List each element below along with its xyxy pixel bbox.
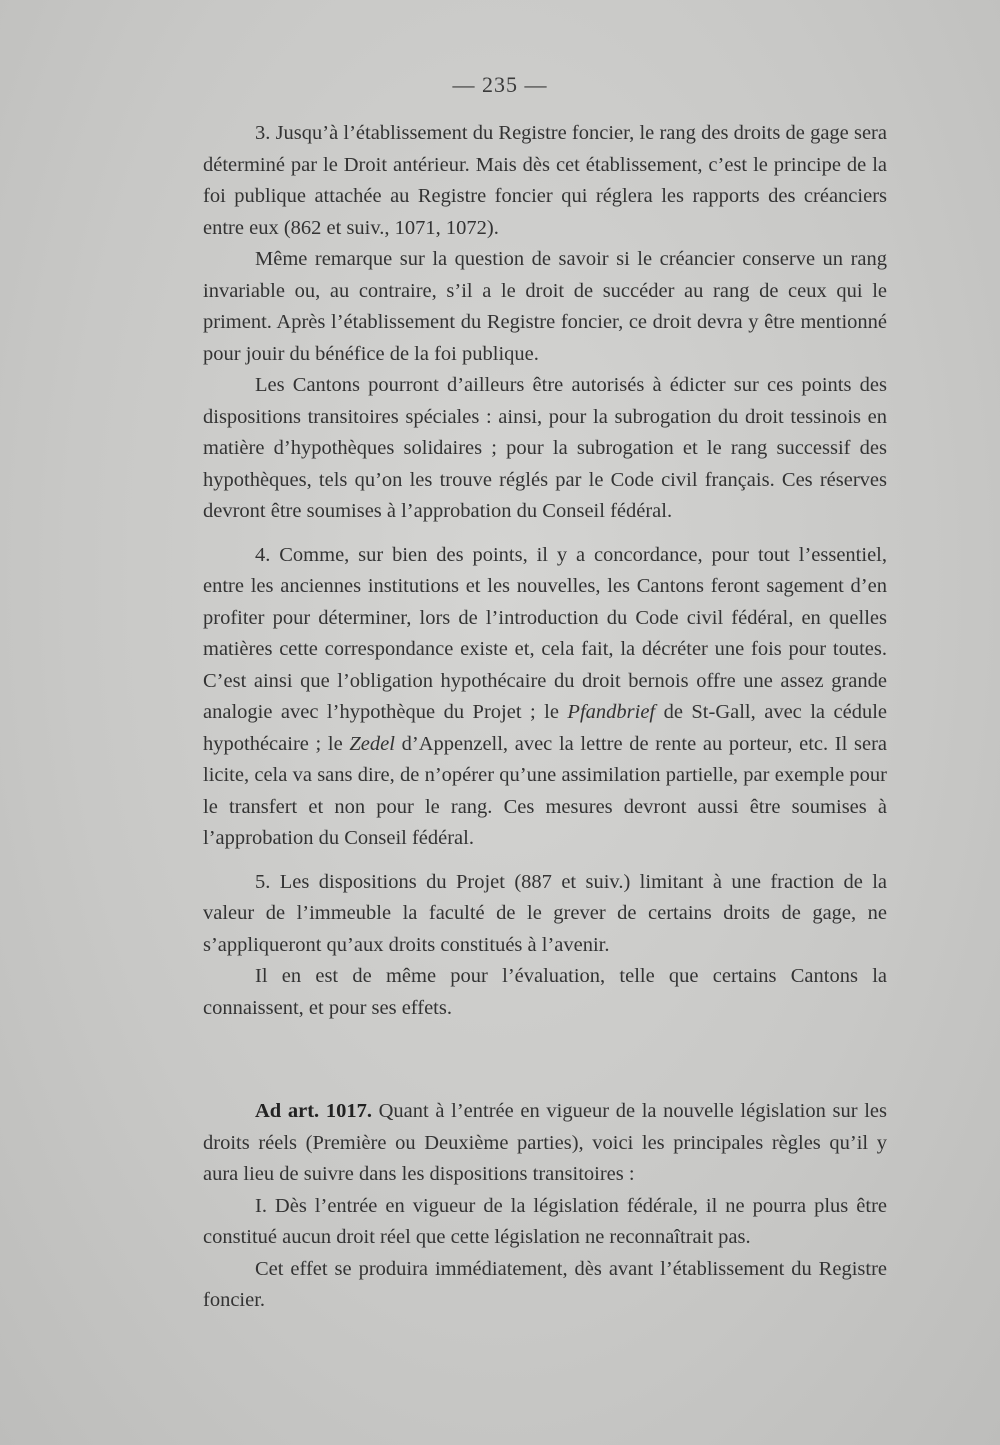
paragraph-4 — [203, 540, 887, 855]
paragraph-3: 3. Jusqu’à l’établissement du Registre foncier, le rang des droits de gage sera déterminé par le Droit antérieur. Mais dès cet établissement, c’est le principe de la foi publique attachée au Registre foncier qui réglera les rapports des créanciers entre eux (862 et suiv., 1071, 1072). — [203, 122, 887, 239]
paragraph-gap — [203, 528, 887, 540]
paragraph-3-cantons: Les Cantons pourront d’ailleurs être autorisés à édicter sur ces points des dispositions transitoires spéciales : ainsi, pour la subrogation du droit tessinois en matière d’hypothèques solidaires ; pour la subrogation et le rang successif des hypothèques, tels qu’on les trouve réglés par le Code civil français. Ces réserves devront être soumises à l’approbation du Conseil fédéral. — [203, 374, 887, 522]
paragraph-5-evaluation: Il en est de même pour l’évaluation, telle que certains Cantons la connaissent, et pour ses effets. — [203, 965, 887, 1019]
paragraph-gap — [203, 855, 887, 867]
article-intro: Quant à l’entrée en vigueur de la nouvelle législation sur les droits réels (Première ou Deuxième parties), voici les principales règles qu’il y aura lieu de suivre dans les dispositions transitoires : — [203, 1100, 887, 1185]
paragraph-I-effect: Cet effet se produira immédiatement, dès avant l’établissement du Registre foncier. — [203, 1257, 887, 1311]
article-heading: Ad art. 1017. — [255, 1100, 372, 1122]
paragraph-4-part3: d’Appenzell, avec la lettre de rente au porteur, etc. Il sera licite, cela va sans dire, de n’opérer qu’une assimilation partielle, par exemple pour le transfert et non pour le rang. Ces mesures devront aussi être soumises à l’approbation du Conseil fédéral. — [203, 732, 887, 849]
section-gap — [203, 1024, 887, 1096]
paragraph-4-part1: 4. Comme, sur bien des points, il y a concordance, pour tout l’essentiel, entre les anciennes institutions et les nouvelles, les Cantons feront sagement d’en profiter pour déterminer, lors de l’introduction du Code civil fédéral, en quelles matières cette correspondance existe et, cela fait, la décréter une fois pour toutes. C’est ainsi que l’obligation hypothécaire du droit bernois offre une assez grande analogie avec l’hypothèque du Projet ; le — [203, 543, 887, 723]
term-pfandbrief: Pfandbrief — [567, 701, 656, 723]
paragraph-I: I. Dès l’entrée en vigueur de la législation fédérale, il ne pourra plus être constitué aucun droit réel que cette législation ne reconnaîtrait pas. — [203, 1194, 887, 1248]
paragraph-3-remark: Même remarque sur la question de savoir si le créancier conserve un rang invariable ou, au contraire, s’il a le droit de succéder au rang de ceux qui le priment. Après l’établissement du Registre foncier, ce droit devra y être mentionné pour jouir du bénéfice de la foi publique. — [203, 248, 887, 365]
term-zedel: Zedel — [349, 732, 395, 755]
paragraph-4-part2: de St-Gall, avec la cédule hypothécaire ; le — [203, 701, 887, 755]
paragraph-5: 5. Les dispositions du Projet (887 et suiv.) limitant à une fraction de la valeur de l’immeuble la faculté de le grever de certains droits de gage, ne s’appliqueront qu’aux droits constitués à l’avenir. — [203, 870, 887, 956]
article-1017-paragraph — [203, 1096, 887, 1191]
body-text — [203, 118, 887, 1317]
page-number: — 235 — — [452, 72, 548, 97]
